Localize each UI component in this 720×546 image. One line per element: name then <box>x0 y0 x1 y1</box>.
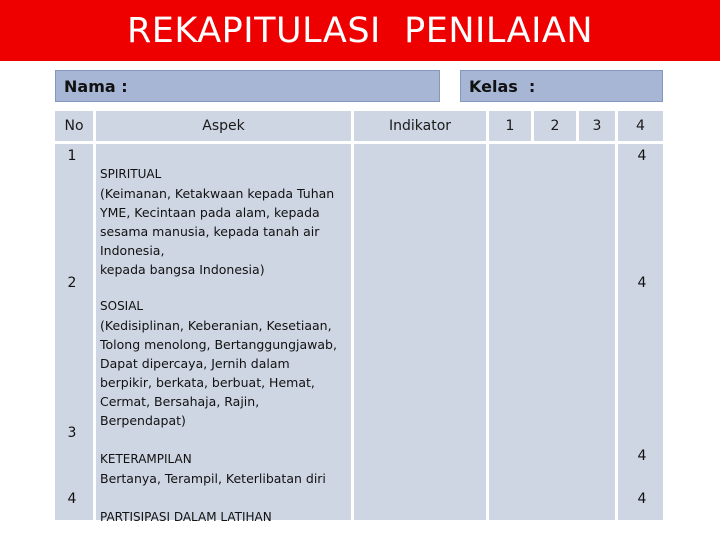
aspect-detail: Bertanya, Terampil, Keterlibatan diri <box>100 471 326 486</box>
row-number: 4 <box>67 491 77 507</box>
header-no: No <box>64 118 84 134</box>
assessment-table <box>55 111 663 524</box>
row-number: 3 <box>67 425 77 441</box>
aspect-description <box>100 146 362 279</box>
header-aspek: Aspek <box>202 118 245 134</box>
header-score-4: 4 <box>636 118 645 134</box>
header-score-2: 2 <box>550 118 560 134</box>
score-value: 4 <box>637 275 647 291</box>
header-divider <box>55 141 663 144</box>
aspect-detail: (Keimanan, Ketakwaan kepada Tuhan YME, Kecintaan pada alam, kepada sesama manusia, kepada tanah air Indonesia, kepada bangsa Indonesia) <box>100 186 335 277</box>
column-divider <box>615 111 618 520</box>
row-number: 1 <box>67 148 77 164</box>
score-value: 4 <box>637 448 647 464</box>
column-divider <box>531 111 534 141</box>
row-number: 2 <box>67 275 77 291</box>
header-indikator: Indikator <box>388 118 452 134</box>
column-divider <box>486 111 489 520</box>
column-divider <box>93 111 96 520</box>
score-value: 4 <box>637 148 647 164</box>
score-value: 4 <box>637 491 647 507</box>
aspect-description <box>100 278 362 430</box>
aspect-heading: PARTISIPASI DALAM LATIHAN <box>100 510 272 524</box>
aspect-heading: KETERAMPILAN <box>100 452 192 466</box>
kelas-label: Kelas : <box>469 76 536 96</box>
column-divider <box>576 111 579 141</box>
aspect-detail: (Kedisiplinan, Keberanian, Kesetiaan, Tolong menolong, Bertanggungjawab, Dapat dipercaya, Jernih dalam berpikir, berkata, berbuat, Hemat, Cermat, Bersahaja, Rajin, Berpendapat) <box>100 318 337 428</box>
aspect-heading: SPIRITUAL <box>100 167 162 181</box>
aspect-heading: SOSIAL <box>100 299 144 313</box>
header-score-3: 3 <box>592 118 602 134</box>
kelas-field-box <box>460 70 663 102</box>
aspect-description <box>100 431 362 488</box>
aspect-description <box>100 489 362 546</box>
header-score-1: 1 <box>505 118 515 134</box>
page-title: REKAPITULASI PENILAIAN <box>126 10 594 51</box>
nama-label: Nama : <box>64 76 128 96</box>
title-banner <box>0 0 720 61</box>
nama-field-box <box>55 70 440 102</box>
